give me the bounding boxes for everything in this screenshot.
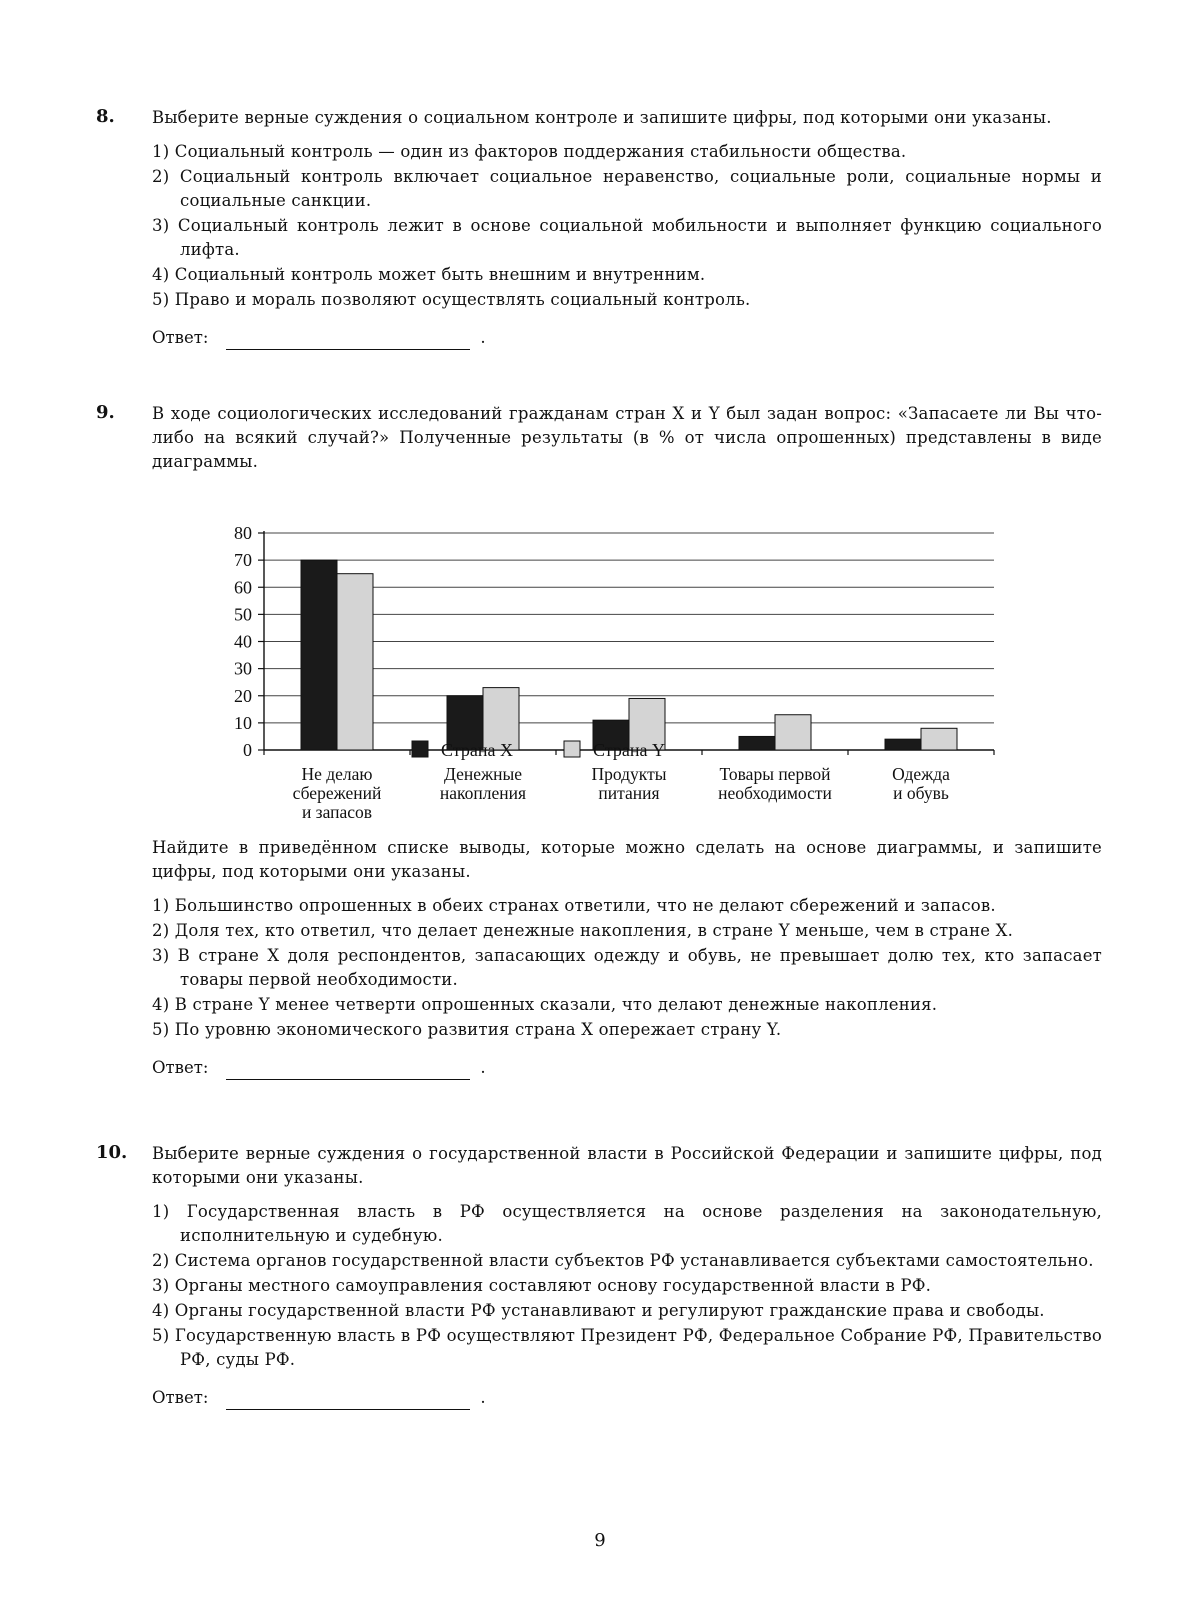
task-8-answer xyxy=(152,326,1102,350)
option-item: 5) Государственную власть в РФ осуществляют Президент РФ, Федеральное Собрание РФ, Правительство РФ, суды РФ. xyxy=(152,1326,1102,1369)
answer-end: . xyxy=(480,328,486,347)
option-item: 1) Государственная власть в РФ осуществляется на основе разделения на законодательную, исполнительную и судебную. xyxy=(152,1202,1102,1245)
answer-end: . xyxy=(480,1388,486,1407)
legend-swatch xyxy=(412,741,428,757)
task-9 xyxy=(96,402,1102,1080)
bar-country-x xyxy=(885,739,921,750)
y-tick-label: 70 xyxy=(234,550,252,571)
legend-swatch xyxy=(564,741,580,757)
legend-label: Страна X xyxy=(441,740,513,760)
task-9-question-text: В ходе социологических исследований гражданам стран X и Y был задан вопрос: «Запасаете ли Вы что-либо на всякий случай?» Полученные результаты (в % от числа опрошенных) представлены в виде диаграммы. xyxy=(152,404,1102,471)
option-item: 2) Система органов государственной власти субъектов РФ устанавливается субъектами самостоятельно. xyxy=(152,1251,1094,1270)
answer-label: Ответ: xyxy=(152,1058,209,1077)
x-category-label: и обувь xyxy=(893,783,949,803)
y-tick-label: 80 xyxy=(234,523,252,543)
task-8-question xyxy=(152,106,1102,130)
answer-end: . xyxy=(480,1058,486,1077)
legend-label: Страна Y xyxy=(593,740,665,760)
task-10-question xyxy=(152,1142,1102,1190)
option-item: 3) Органы местного самоуправления составляют основу государственной власти в РФ. xyxy=(152,1276,932,1295)
answer-field[interactable] xyxy=(226,1391,470,1410)
task-9-instruction xyxy=(152,836,1102,884)
y-tick-label: 0 xyxy=(243,740,252,760)
option-item: 4) Органы государственной власти РФ устанавливают и регулируют гражданские права и свободы. xyxy=(152,1301,1045,1320)
option-item: 3) Социальный контроль лежит в основе социальной мобильности и выполняет функцию социального лифта. xyxy=(152,216,1102,259)
y-tick-label: 10 xyxy=(234,712,252,733)
x-category-label: Продукты xyxy=(591,764,667,784)
option-item: 4) В стране Y менее четверти опрошенных сказали, что делают денежные накопления. xyxy=(152,995,938,1014)
x-category-label: накопления xyxy=(439,783,527,803)
y-tick-label: 50 xyxy=(234,604,252,625)
bar-country-y xyxy=(775,715,811,750)
chart-bars xyxy=(301,560,957,750)
y-tick-label: 30 xyxy=(234,658,252,679)
bar-country-x xyxy=(301,560,337,750)
x-category-label: необходимости xyxy=(718,783,832,803)
y-tick-label: 60 xyxy=(234,577,252,598)
answer-field[interactable] xyxy=(226,331,470,350)
task-10 xyxy=(96,1142,1102,1410)
x-category-label: сбережений xyxy=(292,783,382,803)
task-9-question xyxy=(152,402,1102,474)
task-8-number: 8. xyxy=(96,106,115,127)
task-10-answer xyxy=(152,1386,1102,1410)
task-10-options xyxy=(152,1200,1102,1372)
option-item: 4) Социальный контроль может быть внешним и внутренним. xyxy=(152,265,706,284)
page-number: 9 xyxy=(594,1530,606,1551)
x-category-label: Товары первой xyxy=(719,764,831,784)
y-tick-label: 20 xyxy=(234,685,252,706)
option-item: 3) В стране X доля респондентов, запасающих одежду и обувь, не превышает долю тех, кто запасает товары первой необходимости. xyxy=(152,946,1102,989)
x-category-label: питания xyxy=(598,783,660,803)
bar-chart-svg xyxy=(152,482,1102,820)
task-9-answer xyxy=(152,1056,1102,1080)
task-9-number: 9. xyxy=(96,402,115,423)
x-category-label: и запасов xyxy=(301,802,373,820)
x-category-label: Одежда xyxy=(892,764,950,784)
y-tick-label: 40 xyxy=(234,631,252,652)
x-category-label: Денежные xyxy=(443,764,523,784)
answer-label: Ответ: xyxy=(152,328,209,347)
task-9-options xyxy=(152,894,1102,1042)
bar-country-y xyxy=(921,728,957,750)
bar-country-x xyxy=(739,736,775,750)
bar-chart xyxy=(152,482,1102,834)
option-item: 5) По уровню экономического развития страна X опережает страну Y. xyxy=(152,1020,782,1039)
bar-country-y xyxy=(337,574,373,750)
option-item: 2) Социальный контроль включает социальное неравенство, социальные роли, социальные нормы и социальные санкции. xyxy=(152,167,1102,210)
option-item: 1) Большинство опрошенных в обеих странах ответили, что не делают сбережений и запасов. xyxy=(152,896,996,915)
task-10-question-text: Выберите верные суждения о государственной власти в Российской Федерации и запишите цифры, под которыми они указаны. xyxy=(152,1144,1102,1187)
answer-field[interactable] xyxy=(226,1061,470,1080)
task-10-number: 10. xyxy=(96,1142,128,1163)
task-9-instruction-text: Найдите в приведённом списке выводы, которые можно сделать на основе диаграммы, и запишите цифры, под которыми они указаны. xyxy=(152,838,1102,881)
task-8-question-text: Выберите верные суждения о социальном контроле и запишите цифры, под которыми они указаны. xyxy=(152,108,1052,127)
option-item: 1) Социальный контроль — один из факторов поддержания стабильности общества. xyxy=(152,142,907,161)
task-8-options xyxy=(152,140,1102,312)
option-item: 5) Право и мораль позволяют осуществлять социальный контроль. xyxy=(152,290,751,309)
task-8 xyxy=(96,106,1102,350)
x-category-label: Не делаю xyxy=(301,764,373,784)
option-item: 2) Доля тех, кто ответил, что делает денежные накопления, в стране Y меньше, чем в стране X. xyxy=(152,921,1014,940)
answer-label: Ответ: xyxy=(152,1388,209,1407)
